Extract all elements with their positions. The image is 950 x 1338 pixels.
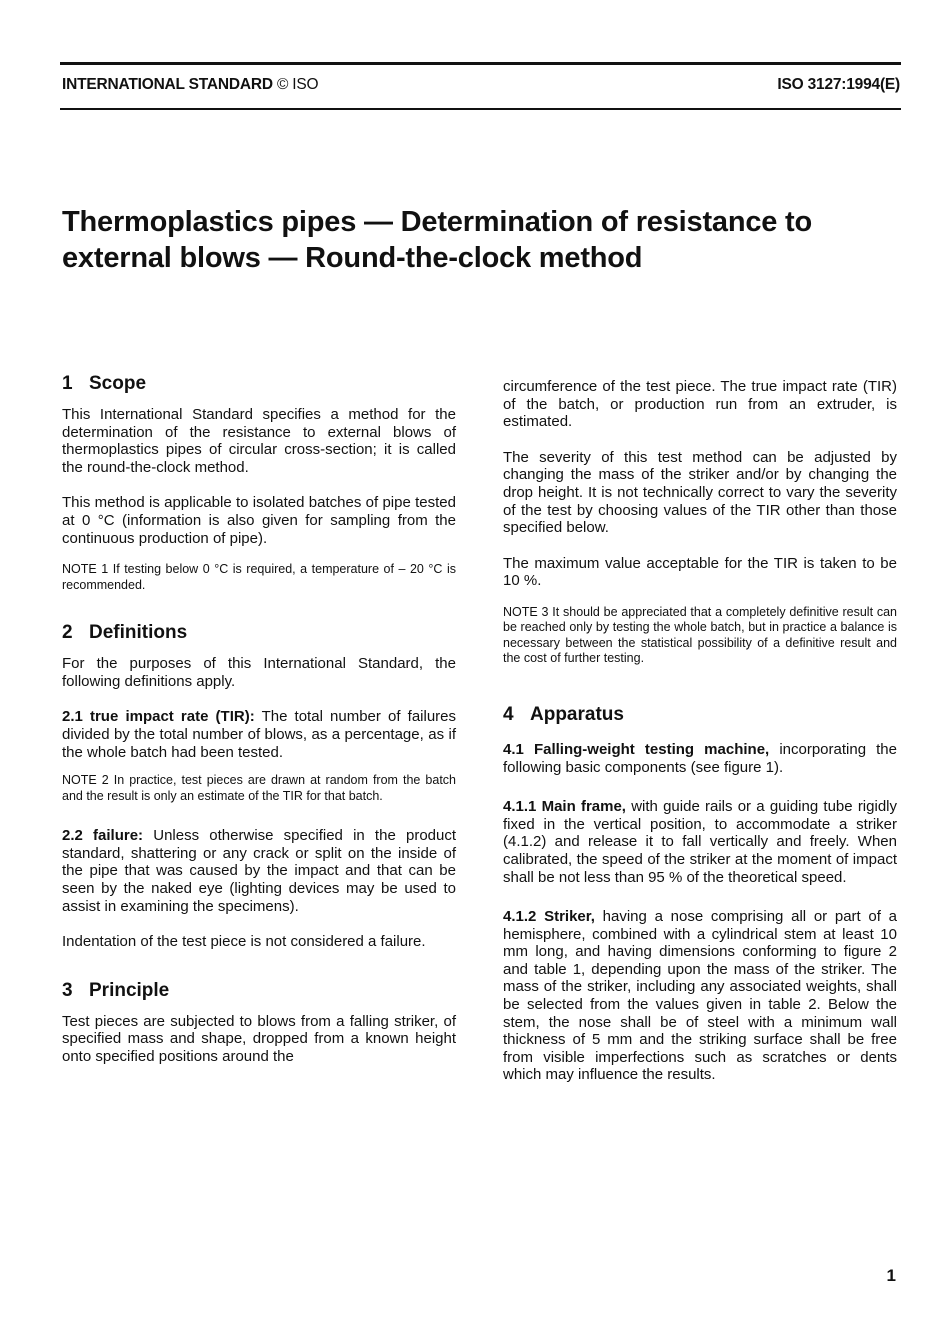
apparatus-4-1-2 bbox=[503, 908, 897, 1084]
header-standard-label: INTERNATIONAL STANDARD bbox=[62, 76, 273, 93]
right-column bbox=[503, 378, 897, 1084]
page-number: 1 bbox=[886, 1266, 896, 1285]
title-line-1: Thermoplastics pipes — Determination of resistance to bbox=[62, 206, 813, 238]
clause-text: incorporating the following basic components (see figure 1). bbox=[503, 740, 897, 776]
header-iso-label: © ISO bbox=[276, 76, 319, 93]
definition-2-1 bbox=[62, 708, 456, 761]
clause-term: 4.1.2 Striker, bbox=[503, 908, 595, 926]
clause-term: 4.1.1 Main frame, bbox=[503, 798, 626, 816]
definition-term: 2.1 true impact rate (TIR): bbox=[62, 708, 255, 726]
apparatus-4-1 bbox=[503, 741, 897, 776]
section-title: Principle bbox=[89, 979, 170, 1001]
left-column bbox=[62, 372, 456, 1065]
section-number: 2 bbox=[62, 622, 73, 644]
scope-paragraph-1: This International Standard specifies a method for the determination of the resistance to external blows of thermoplastics pipes of circular cross-section; it is called the round-the-clock method. bbox=[62, 406, 456, 476]
section-number: 1 bbox=[62, 373, 73, 394]
clause-text: having a nose comprising all or part of a hemisphere, combined with a cylindrical stem at least 10 mm long, and having dimensions conforming to figure 2 and table 1, depending upon the mass of the striker. The mass of the striker, including any associated weights, shall be selected from the values given in table 2. Below the stem, the nose shall be of steel with a minimum wall thickness of 5 mm and the striking surface shall be free from visible imperfections such as scratches or dents which may influence the results. bbox=[503, 908, 897, 1084]
section-heading-definitions bbox=[62, 621, 456, 645]
title-line-2: external blows — Round-the-clock method bbox=[62, 242, 643, 274]
section-number: 4 bbox=[503, 703, 514, 725]
principle-paragraph-2: The severity of this test method can be adjusted by changing the mass of the striker and/or by changing the drop height. It is not technically correct to vary the severity of the test by choosing values of the TIR other than those specified below. bbox=[503, 448, 897, 537]
definition-2-2-paragraph-2: Indentation of the test piece is not considered a failure. bbox=[62, 933, 426, 951]
definition-term: 2.2 failure: bbox=[62, 827, 144, 845]
clause-term: 4.1 Falling-weight testing machine, bbox=[503, 740, 770, 758]
section-title: Scope bbox=[89, 373, 147, 394]
note-1: NOTE 1 If testing below 0 °C is required, a temperature of – 20 °C is recommended. bbox=[62, 562, 456, 592]
note-3: NOTE 3 It should be appreciated that a completely definitive result can be reached only by testing the whole batch, but in practice a balance is necessary between the statistical possibility of a definitive result and the cost of further testing. bbox=[503, 604, 897, 666]
definition-text: The total number of failures divided by the total number of blows, as a percentage, as if the whole batch had been tested. bbox=[62, 708, 456, 761]
principle-continued-paragraph: circumference of the test piece. The true impact rate (TIR) of the batch, or production run from an extruder, is estimated. bbox=[503, 378, 897, 431]
note-2: NOTE 2 In practice, test pieces are drawn at random from the batch and the result is only an estimate of the TIR for that batch. bbox=[62, 773, 456, 803]
section-title: Apparatus bbox=[530, 703, 624, 725]
apparatus-4-1-1 bbox=[503, 798, 897, 886]
principle-paragraph: Test pieces are subjected to blows from a falling striker, of specified mass and shape, dropped from a known height onto specified positions around the bbox=[62, 1012, 456, 1065]
header-standard-number: ISO 3127:1994(E) bbox=[777, 76, 900, 93]
header-rule-top bbox=[60, 62, 901, 65]
definition-2-2 bbox=[62, 827, 456, 915]
scope-paragraph-2: This method is applicable to isolated batches of pipe tested at 0 °C (information is also given for sampling from the continuous production of pipe). bbox=[62, 494, 456, 547]
section-number: 3 bbox=[62, 979, 73, 1001]
section-heading-apparatus bbox=[503, 703, 897, 727]
header-left bbox=[62, 76, 318, 94]
principle-paragraph-3: The maximum value acceptable for the TIR is taken to be 10 %. bbox=[503, 554, 897, 590]
section-title: Definitions bbox=[89, 622, 188, 644]
definition-text: Unless otherwise specified in the product standard, shattering or any crack or split on the inside of the pipe that was caused by the impact and that can be seen by the naked eye (lighting devices may be used to assist in examining the specimens). bbox=[62, 827, 457, 915]
section-heading-scope bbox=[62, 372, 456, 396]
clause-text: with guide rails or a guiding tube rigidly fixed in the vertical position, to accommodate a striker (4.1.2) and release it to fall vertically and freely. When calibrated, the speed of the striker at the moment of impact shall be not less than 95 % of the theoretical speed. bbox=[503, 798, 897, 886]
section-heading-principle bbox=[62, 979, 456, 1003]
definitions-paragraph: For the purposes of this International Standard, the following definitions apply. bbox=[62, 655, 456, 690]
document-title bbox=[62, 204, 902, 276]
header-rule-bottom bbox=[60, 108, 901, 110]
